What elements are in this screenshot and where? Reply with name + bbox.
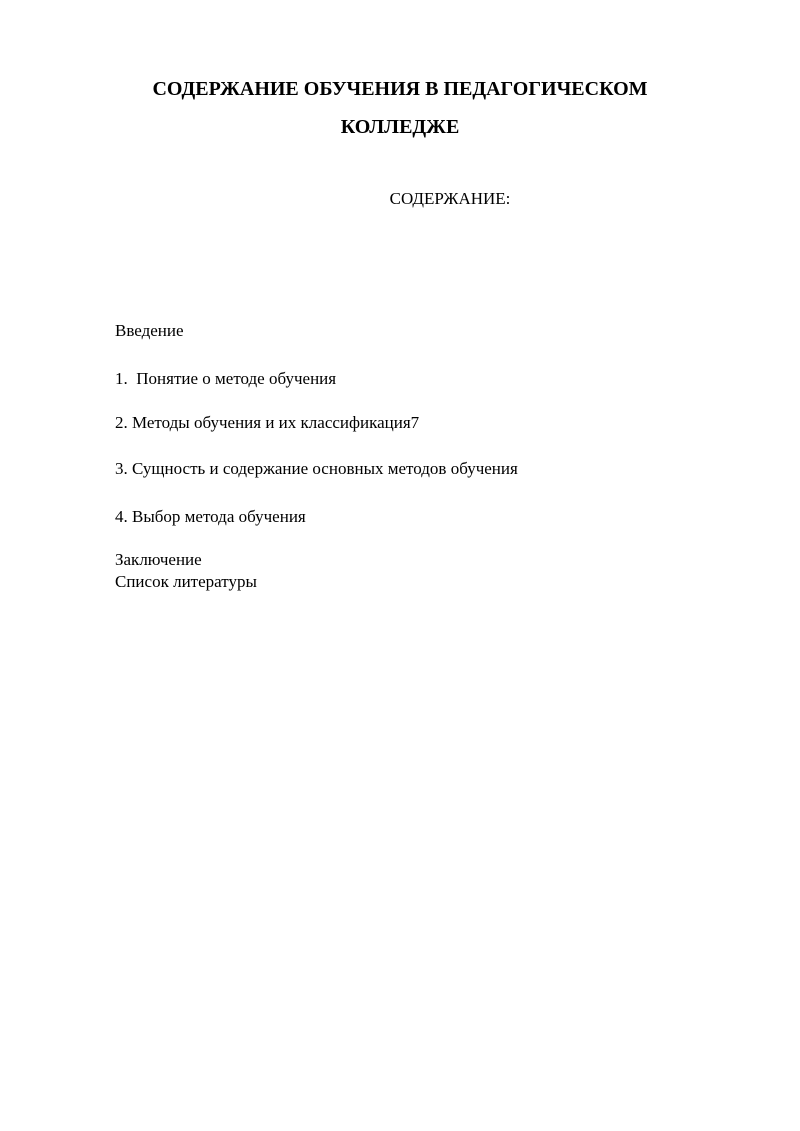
toc-item-4: 4. Выбор метода обучения — [115, 507, 306, 526]
toc-item-1: 1. Понятие о методе обучения — [115, 369, 337, 388]
document-title-line-2: КОЛЛЕДЖЕ — [340, 116, 460, 138]
toc-item-conclusion: Заключение — [115, 550, 202, 569]
toc-item-3: 3. Сущность и содержание основных методов обучения — [115, 459, 518, 478]
document-title-line-1: СОДЕРЖАНИЕ ОБУЧЕНИЯ В ПЕДАГОГИЧЕСКОМ — [152, 78, 648, 100]
contents-heading: СОДЕРЖАНИЕ: — [389, 189, 511, 208]
toc-item-2: 2. Методы обучения и их классификация7 — [115, 413, 420, 432]
toc-item-introduction: Введение — [115, 321, 184, 340]
toc-item-bibliography: Список литературы — [115, 572, 257, 591]
